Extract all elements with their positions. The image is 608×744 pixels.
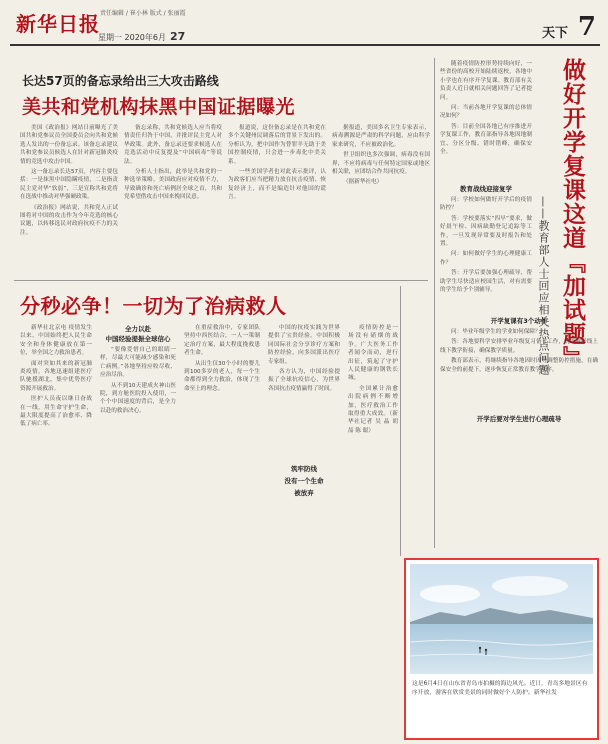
paragraph: 这一备忘录长达57页，内容主要包括：一是抹黑中国隐瞒疫情，二是指责民主党对华“软弱”，三是宣称共和党将在选战中推动对华强硬政策。: [20, 169, 118, 201]
issue-date: [98, 30, 185, 43]
paragraph: 从不到10天建成火神山医院，到方舱医院投入使用，一个个中国速度的背后，是全力以赴的救治决心。: [100, 382, 176, 414]
section-name: 天下: [541, 26, 568, 41]
paragraph: 报道说，这份备忘录是在共和党在多个关键州民调落后的背景下发出的。分析认为，把中国作为替罪羊无助于美国控制疫情，只会进一步毒化中美关系。: [228, 125, 326, 165]
paragraph: 答：学校要落实“四早”要求，做好晨午检、因病缺勤登记追踪等工作，一旦发现异常要及时报告和处置。: [440, 215, 532, 248]
article2-column-1: [20, 324, 92, 738]
paragraph: 答：各地要科学安排毕业年级复习备考工作，统筹做好线上线下教学衔接，确保教学质量。: [440, 339, 598, 354]
section-divider: [14, 280, 428, 281]
paragraph: 问：毕业年级学生的学业如何保障？: [451, 329, 541, 335]
paragraph: 分析人士指出，此举是共和党的一种选举策略。美国政府应对疫情不力，导致确诊和死亡病例居全球之首，共和党希望借攻击中国来挽回民意。: [124, 169, 222, 201]
article3-subhead-2: 开学复课有3个动作: [490, 317, 548, 325]
article3-subhead-3: 开学后要对学生进行心理疏导: [476, 415, 562, 423]
paragraph: （据新华社电）: [343, 179, 383, 186]
column-divider: [400, 286, 401, 556]
paragraph: 中国的抗疫实践为世界提供了宝贵经验。中国积极同国际社会分享诊疗方案和防控经验，向多国派出医疗专家组。: [268, 325, 340, 365]
paragraph: 面对突如其来的新冠肺炎疫情，各地迅速组建医疗队驰援湖北，集中优势医疗资源开展救治。: [20, 360, 92, 392]
article3-headline: 做好开学复课这道『加试题』: [559, 58, 585, 370]
paragraph: 在重症救治中，专家团队坚持中西医结合，一人一策制定治疗方案，最大程度挽救患者生命。: [184, 325, 260, 357]
article2-subhead-5: 被放弃: [294, 489, 314, 497]
article2-column-2: [100, 346, 176, 738]
paragraph: 随着疫情防控形势持续向好，一些省份的高校开始陆续返校，各地中小学也在有序开学复课。教育部有关负责人近日就相关问题回答了记者提问。: [440, 61, 532, 101]
paragraph: 问：当前各地开学复课的总体情况如何？: [440, 105, 532, 120]
editor-info: 责任编辑 / 崔小林 版式 / 张丽霞: [100, 10, 186, 17]
article1-kicker: 长达57页的备忘录给出三大攻击路线: [22, 74, 219, 88]
paragraph: 从出生仅30个小时的婴儿到100多岁的老人，每一个生命都得到全力救治，体现了生命至上的理念。: [184, 360, 260, 392]
article3-subhead: ——教育部人士回应相关热点问题: [537, 196, 550, 376]
paragraph: 问：如何做好学生的心理健康工作？: [440, 251, 532, 266]
photo-caption: 这是6月4日在山东省青岛市拍摄的海边风光。近日，青岛多地景区有序开放，游客在欣赏美景的同时做好个人防护。新华社发: [412, 681, 588, 696]
photo-frame: [404, 558, 599, 740]
paragraph: 据报道，美国多名卫生专家表示，病毒溯源是严肃的科学问题，应由科学家来研究，不应被政治化。: [332, 125, 430, 148]
article1-column-3: [228, 124, 326, 274]
paragraph: 问：学校如何做好开学后的疫情防控？: [440, 197, 532, 212]
article3-column-2: [440, 196, 532, 308]
article2-column-5: [348, 324, 398, 738]
paragraph: 教育部表示，将继续指导各地因时因势调整防控措施，在确保安全的前提下，逐步恢复正常教育教学秩序。: [440, 358, 598, 373]
column-divider: [434, 58, 435, 548]
paragraph: 医护人员夜以继日奋战在一线，用生命守护生命，最大限度提高了治愈率、降低了病亡率。: [20, 396, 92, 428]
article3-column-1: [440, 60, 532, 176]
article2-subhead-3: 筑牢防线: [291, 465, 317, 473]
paragraph: 新华社北京电 疫情发生以来，中国始终把人民生命安全和身体健康放在第一位，举全国之力救治患者。: [20, 325, 92, 357]
article2-subhead-2: 中国经验提振全球信心: [105, 335, 171, 343]
paragraph: 美国《政治报》网站日前曝光了美国共和党参议员全国委员会向共和党候选人发出的一份备忘录。该备忘录建议共和党参议员候选人在针对新冠肺炎疫情的竞选中攻击中国。: [20, 125, 118, 165]
article2-headline: 分秒必争！一切为了治病救人: [20, 294, 287, 318]
seaside-photo: [410, 564, 593, 674]
article3-subhead-1: 教育战线迎接复学: [460, 185, 512, 193]
paragraph: 答：开学后要加强心理疏导，帮助学生尽快适应校园生活，对有需要的学生给予个别辅导。: [440, 270, 532, 294]
page-number: 7: [577, 12, 596, 42]
paragraph: 备忘录称，共和党候选人应当将疫情责任归咎于中国，并批评民主党人对华政策。此外，备忘录还要求候选人在竞选活动中反复提及“中国病毒”等说法。: [124, 125, 222, 165]
article1-headline: 美共和党机构抹黑中国证据曝光: [22, 96, 296, 118]
page-label: 27: [170, 30, 186, 43]
article3-column-3: [440, 328, 598, 410]
article1-column-1: [20, 124, 118, 274]
paragraph: 各方认为，中国经验提振了全球抗疫信心，为世界各国抗击疫情赢得了时间。: [268, 369, 340, 392]
date-text: 星期一 2020年6月: [98, 33, 166, 42]
masthead: [10, 4, 600, 46]
article2-column-3: [184, 324, 260, 738]
paragraph: “要像爱惜自己的眼睛一样，尽最大可能减少感染和死亡病例。”各地坚持应收尽收、应治尽治。: [100, 347, 176, 379]
article2-subhead-4: 没有一个生命: [284, 477, 324, 485]
article2-subhead-1: 全力以赴: [125, 325, 151, 333]
paragraph: 世卫组织也多次强调，病毒没有国界，不应将病毒与任何特定国家或地区相关联，应团结合作共同抗疫。: [332, 152, 430, 176]
article1-column-4: [332, 124, 430, 274]
paragraph: 疫情防控是一场没有硝烟的战争。广大医务工作者闻令而动，逆行出征，筑起了守护人民健康的钢铁长城。: [348, 325, 398, 382]
article2-column-4: [268, 324, 340, 454]
article1-column-2: [124, 124, 222, 274]
paragraph: 全国累计治愈出院病例不断增加，医疗救治工作取得重大成效。（新华社记者 吴 晶 胡 喆 陈 聪）: [348, 385, 398, 434]
newspaper-logo: 新华日报: [16, 12, 100, 36]
paragraph: 《政治报》网站说，共和党人正试图将对中国的攻击作为今年竞选的核心议题，以转移选民对政府抗疫不力的关注。: [20, 204, 118, 236]
paragraph: 一些美国学者也对此表示批评，认为政客们应当把精力放在抗击疫情、恢复经济上，而不是编造针对他国的谎言。: [228, 169, 326, 201]
paragraph: 答：目前全国各地已有序推进开学复课工作，教育部指导各地因地制宜、分区分级、错时错峰，确保安全。: [440, 123, 532, 156]
